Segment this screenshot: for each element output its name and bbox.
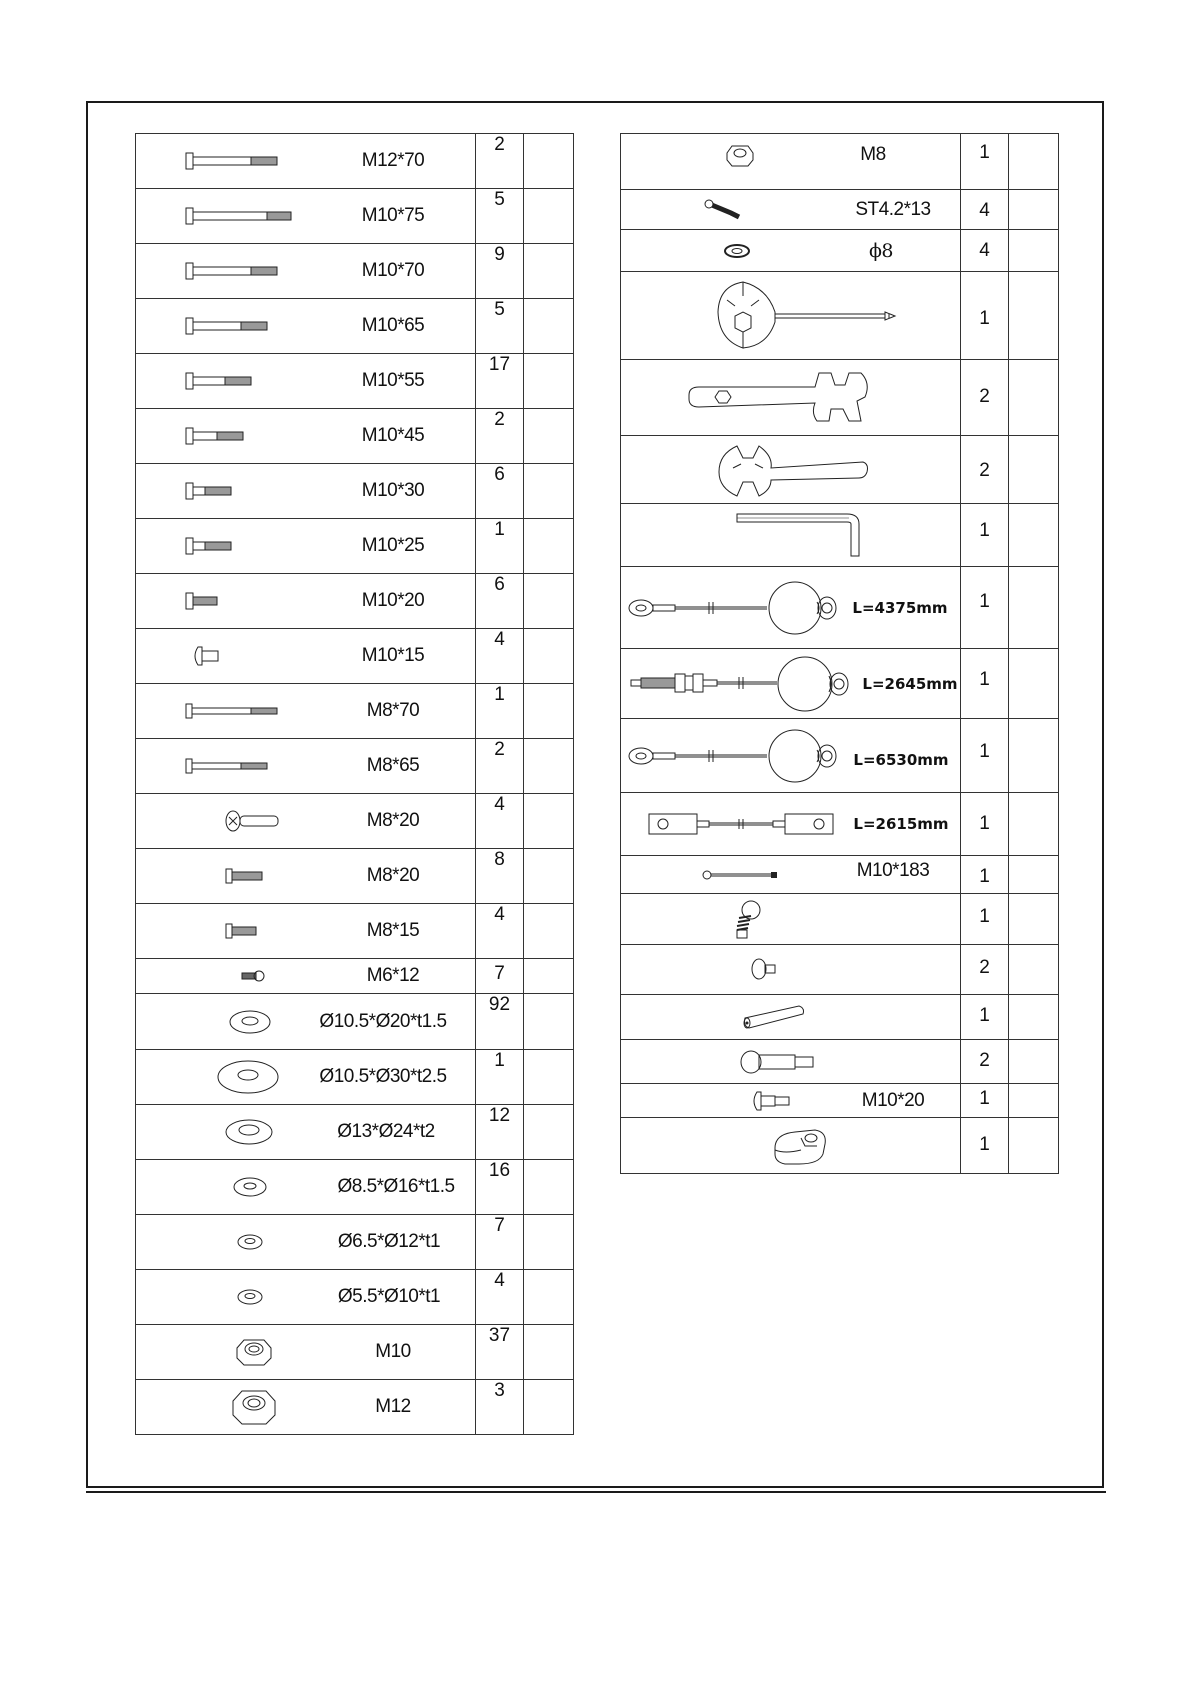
part-qty: 2 [961,1040,1009,1084]
check-cell [524,684,574,739]
part-cell [136,629,476,684]
lock-nut-icon [230,1387,278,1427]
part-qty: 2 [476,739,524,794]
part-cell [621,793,961,856]
part-qty: 16 [476,1160,524,1215]
button-bolt-icon [190,645,224,667]
part-qty: 1 [476,684,524,739]
part-qty: 1 [476,1050,524,1105]
cable-plate-icon [647,811,837,837]
part-cell [621,1040,961,1084]
table-row [621,272,1059,360]
part-spec: Ø8.5*Ø16*t1.5 [337,1176,455,1197]
part-qty: 1 [961,504,1009,567]
hex-bolt-icon [184,261,284,281]
table-row [136,684,574,739]
parts-table-left [135,133,574,1435]
part-qty: 4 [476,629,524,684]
washer-icon [224,1117,274,1147]
check-cell [1009,719,1059,793]
hex-bolt-icon [184,371,256,391]
hex-bolt-icon [184,316,274,336]
hex-bolt-icon [224,866,266,886]
part-spec: Ø10.5*Ø20*t1.5 [319,1010,447,1032]
parts-table-right [620,133,1059,1174]
check-cell [524,1215,574,1270]
check-cell [1009,1040,1059,1084]
check-cell [524,189,574,244]
cable-length: L=2615mm [853,815,949,833]
table-row [136,189,574,244]
part-qty: 1 [961,567,1009,649]
table-row [621,1040,1059,1084]
part-cell [136,1380,476,1435]
check-cell [524,464,574,519]
part-cell [136,904,476,959]
part-cell [136,1105,476,1160]
table-row [136,464,574,519]
part-cell [136,189,476,244]
part-spec: ST4.2*13 [855,198,931,220]
check-cell [524,1325,574,1380]
table-row [621,436,1059,504]
part-qty: 12 [476,1105,524,1160]
part-spec: ϕ8 [868,239,894,262]
check-cell [1009,856,1059,894]
check-cell [524,574,574,629]
part-cell [136,994,476,1050]
table-row [621,894,1059,945]
check-cell [1009,134,1059,190]
part-qty: 2 [961,436,1009,504]
allen-key-icon [735,510,865,560]
flat-head-screw-icon [224,809,282,833]
table-row [136,1105,574,1160]
button-bolt-icon [749,1090,793,1112]
table-row [136,994,574,1050]
check-cell [1009,1118,1059,1174]
part-qty: 3 [476,1380,524,1435]
check-cell [524,994,574,1050]
part-qty: 2 [476,134,524,189]
check-cell [524,1270,574,1325]
part-cell [621,134,961,190]
table-row [136,1215,574,1270]
hex-bolt-icon [184,151,284,171]
check-cell [1009,272,1059,360]
part-spec: M10*75 [361,205,425,226]
part-qty: 4 [961,190,1009,230]
part-cell [136,134,476,189]
frame-bottom-line [86,1491,1106,1493]
washer-icon [228,1008,272,1036]
cable-loop-icon [627,580,837,636]
table-row [136,409,574,464]
part-spec: M10*20 [861,1089,925,1111]
table-row [136,904,574,959]
check-cell [1009,436,1059,504]
hex-bolt-icon [184,591,224,611]
part-cell [136,1325,476,1380]
spring-knob-icon [733,898,763,940]
open-wrench-icon [713,442,873,498]
part-qty: 2 [476,409,524,464]
check-cell [1009,793,1059,856]
part-spec: M10*15 [361,645,425,666]
part-spec: M10*65 [361,315,425,336]
part-cell [621,360,961,436]
check-cell [1009,995,1059,1040]
table-row [136,1160,574,1215]
small-screw-icon [240,968,266,984]
check-cell [524,1105,574,1160]
table-row [136,739,574,794]
hex-bolt-icon [224,921,260,941]
part-spec: M10*30 [361,480,425,501]
check-cell [524,409,574,464]
part-qty: 7 [476,1215,524,1270]
check-cell [524,134,574,189]
part-spec: M8*20 [366,810,420,831]
part-cell [621,856,961,894]
part-cell [136,1050,476,1105]
part-spec: M8*15 [366,920,420,941]
part-spec: M6*12 [366,965,420,986]
check-cell [1009,567,1059,649]
table-row [621,567,1059,649]
part-qty: 5 [476,189,524,244]
part-cell [136,1215,476,1270]
check-cell [524,849,574,904]
part-qty: 1 [961,134,1009,190]
part-qty: 2 [961,360,1009,436]
part-cell [136,684,476,739]
part-spec: M10*45 [361,425,425,446]
part-qty: 9 [476,244,524,299]
part-qty: 4 [476,1270,524,1325]
table-row [621,945,1059,995]
table-row [621,1118,1059,1174]
long-rod-bolt-icon [701,869,781,881]
part-cell [621,567,961,649]
part-qty: 1 [961,793,1009,856]
check-cell [524,904,574,959]
check-cell [1009,1084,1059,1118]
part-cell [621,190,961,230]
part-cell [136,1160,476,1215]
part-qty: 6 [476,574,524,629]
part-qty: 4 [961,230,1009,272]
table-row [136,959,574,994]
check-cell [524,519,574,574]
part-spec: Ø10.5*Ø30*t2.5 [319,1066,447,1087]
table-row [136,794,574,849]
self-tapping-screw-icon [703,199,743,221]
table-row [621,719,1059,793]
part-spec: Ø6.5*Ø12*t1 [337,1231,441,1252]
part-qty: 1 [961,649,1009,719]
check-cell [1009,945,1059,995]
part-spec: Ø5.5*Ø10*t1 [337,1286,441,1307]
part-qty: 1 [961,995,1009,1040]
hex-bolt-icon [184,536,236,556]
part-cell [136,464,476,519]
check-cell [524,1050,574,1105]
part-qty: 37 [476,1325,524,1380]
washer-icon [216,1058,280,1096]
part-cell [136,244,476,299]
part-cell [136,794,476,849]
check-cell [1009,360,1059,436]
table-row [621,995,1059,1040]
cable-length: L=4375mm [852,598,948,617]
check-cell [1009,894,1059,945]
table-row [621,134,1059,190]
check-cell [524,244,574,299]
part-qty: 7 [476,959,524,994]
part-spec: M12*70 [361,150,425,171]
check-cell [524,1160,574,1215]
part-cell [621,1118,961,1174]
cable-threaded-icon [627,655,849,713]
part-spec: Ø13*Ø24*t2 [337,1121,435,1142]
table-row [136,1270,574,1325]
part-spec: M10*70 [361,260,425,281]
table-row [621,190,1059,230]
hex-bolt-icon [184,481,236,501]
check-cell [524,299,574,354]
part-cell [621,649,961,719]
part-qty: 4 [476,794,524,849]
check-cell [1009,649,1059,719]
part-cell [136,299,476,354]
table-row [136,1325,574,1380]
part-cell [621,504,961,567]
cable-length: L=6530mm [853,750,949,769]
part-spec: M10*20 [361,590,425,611]
part-cell [621,945,961,995]
table-row [136,1380,574,1435]
shoulder-bolt-icon [739,1048,819,1076]
check-cell [524,739,574,794]
hex-bolt-icon [184,206,294,226]
part-spec: M10*183 [856,859,930,881]
lock-nut-icon [725,144,755,168]
table-row [621,856,1059,894]
part-qty: 8 [476,849,524,904]
part-qty: 1 [961,272,1009,360]
part-cell [621,894,961,945]
part-spec: M10 [375,1341,411,1362]
part-qty: 1 [476,519,524,574]
table-row [621,1084,1059,1118]
part-qty: 4 [476,904,524,959]
multi-wrench-screwdriver-icon [713,278,903,354]
table-row [136,849,574,904]
lock-nut-icon [234,1336,274,1368]
table-row [136,299,574,354]
check-cell [1009,190,1059,230]
check-cell [524,629,574,684]
hex-bolt-icon [184,426,248,446]
part-qty: 1 [961,1118,1009,1174]
part-qty: 92 [476,994,524,1050]
part-cell [136,1270,476,1325]
hex-bolt-icon [184,701,284,721]
part-cell [621,719,961,793]
table-row [136,244,574,299]
part-cell [621,995,961,1040]
check-cell [524,1380,574,1435]
part-cell [621,1084,961,1118]
part-spec: M10*55 [361,370,425,391]
check-cell [524,354,574,409]
cable-loop-icon [627,728,837,784]
part-spec: M12 [375,1396,411,1417]
part-qty: 5 [476,299,524,354]
check-cell [1009,230,1059,272]
part-qty: 1 [961,856,1009,894]
table-row [621,230,1059,272]
part-qty: 17 [476,354,524,409]
end-cap-icon [771,1124,831,1168]
part-cell [136,849,476,904]
part-qty: 6 [476,464,524,519]
hex-bolt-icon [184,756,274,776]
part-qty: 1 [961,1084,1009,1118]
part-cell [136,959,476,994]
cable-length: L=2645mm [862,674,958,693]
part-cell [136,574,476,629]
washer-icon [236,1288,264,1306]
part-spec: M8*20 [366,865,420,886]
part-spec: M8 [860,143,886,165]
part-qty: 1 [961,894,1009,945]
part-spec: M8*65 [366,755,420,776]
part-cell [621,272,961,360]
part-spec: M8*70 [366,700,420,721]
washer-icon [232,1176,268,1198]
table-row [136,629,574,684]
double-open-wrench-icon [685,369,875,427]
table-row [136,574,574,629]
part-cell [136,519,476,574]
washer-icon [236,1233,264,1251]
check-cell [524,794,574,849]
table-row [621,504,1059,567]
part-cell [136,739,476,794]
check-cell [1009,504,1059,567]
table-row [621,649,1059,719]
part-qty: 2 [961,945,1009,995]
thumb-screw-icon [749,955,779,985]
part-qty: 1 [961,719,1009,793]
part-spec: M10*25 [361,535,425,556]
table-row [136,134,574,189]
table-row [136,519,574,574]
table-row [621,793,1059,856]
part-cell [621,230,961,272]
part-cell [621,436,961,504]
table-row [621,360,1059,436]
tube-icon [739,1000,809,1034]
part-cell [136,354,476,409]
table-row [136,354,574,409]
check-cell [524,959,574,994]
table-row [136,1050,574,1105]
part-cell [136,409,476,464]
spring-washer-icon [723,243,751,259]
